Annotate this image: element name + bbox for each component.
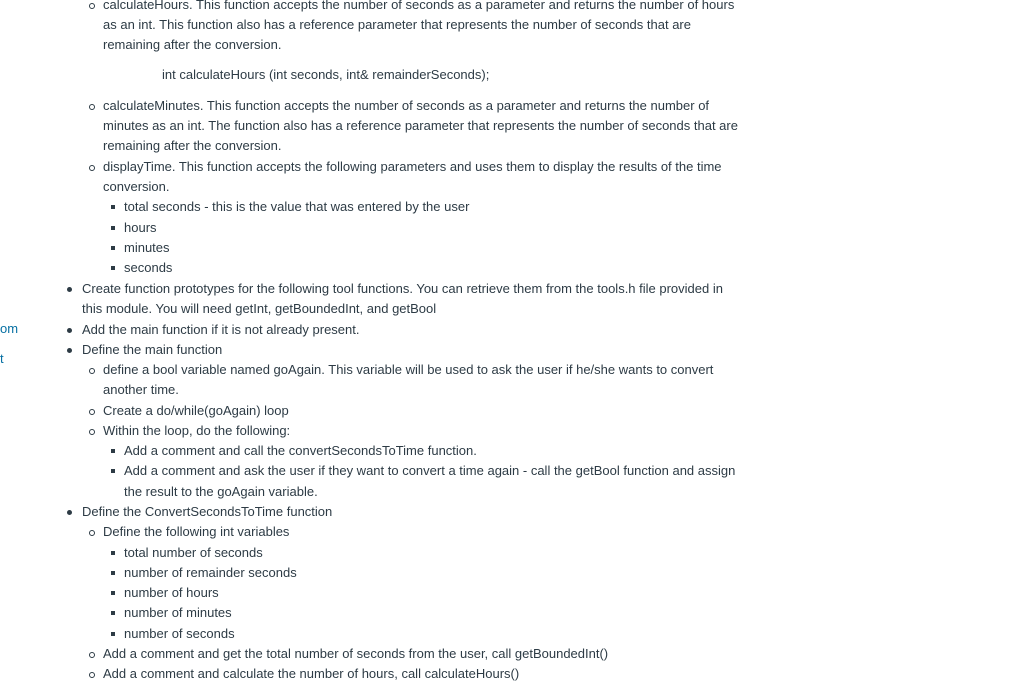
list-item-text: conversion.: [103, 179, 170, 194]
list-item-text: Add the main function if it is not already present.: [82, 322, 360, 337]
list-bullet-icon: [111, 205, 115, 209]
list-item-text: number of seconds: [124, 626, 235, 641]
list-bullet-icon: [89, 3, 95, 9]
list-bullet-icon: [111, 226, 115, 230]
list-bullet-icon: [89, 530, 95, 536]
list-bullet-icon: [89, 652, 95, 658]
list-item-text: Define the ConvertSecondsToTime function: [82, 504, 333, 519]
list-bullet-icon: [67, 348, 72, 353]
list-item-text: as an int. This function also has a reference parameter that represents the number of seconds that are: [103, 17, 691, 32]
list-item-text: minutes as an int. The function also has a reference parameter that represents the number of seconds that are: [103, 118, 738, 133]
list-item-text: total number of seconds: [124, 545, 263, 560]
list-bullet-icon: [111, 246, 115, 250]
list-item-text: number of remainder seconds: [124, 565, 297, 580]
list-bullet-icon: [89, 409, 95, 415]
list-bullet-icon: [67, 510, 72, 515]
list-item-text: Define the main function: [82, 342, 223, 357]
list-bullet-icon: [111, 449, 115, 453]
list-item-text: remaining after the conversion.: [103, 138, 282, 153]
list-item-text: define a bool variable named goAgain. This variable will be used to ask the user if he/she wants to convert: [103, 362, 714, 377]
list-item-text: Add a comment and calculate the number of hours, call calculateHours(): [103, 666, 520, 681]
list-bullet-icon: [111, 611, 115, 615]
list-item-text: Add a comment and ask the user if they want to convert a time again - call the getBool function and assign: [124, 463, 736, 478]
list-item-text: displayTime. This function accepts the following parameters and uses them to display the results of the time: [103, 159, 722, 174]
list-item-text: Define the following int variables: [103, 524, 290, 539]
list-item-text: number of hours: [124, 585, 219, 600]
list-bullet-icon: [89, 429, 95, 435]
list-item-text: calculateHours. This function accepts the number of seconds as a parameter and returns the number of hours: [103, 0, 735, 12]
list-item-text: hours: [124, 220, 157, 235]
list-bullet-icon: [111, 551, 115, 555]
list-bullet-icon: [89, 672, 95, 678]
list-bullet-icon: [111, 469, 115, 473]
list-item-text: total seconds - this is the value that was entered by the user: [124, 199, 470, 214]
list-item-text: Within the loop, do the following:: [103, 423, 291, 438]
list-bullet-icon: [89, 104, 95, 110]
list-bullet-icon: [89, 368, 95, 374]
list-item-text: the result to the goAgain variable.: [124, 484, 318, 499]
list-item-text: Create function prototypes for the following tool functions. You can retrieve them from the tools.h file provided in: [82, 281, 723, 296]
list-bullet-icon: [67, 328, 72, 333]
list-bullet-icon: [67, 287, 72, 292]
list-bullet-icon: [111, 591, 115, 595]
list-item-text: Create a do/while(goAgain) loop: [103, 403, 289, 418]
list-item-text: another time.: [103, 382, 179, 397]
list-item-text: Add a comment and call the convertSecondsToTime function.: [124, 443, 477, 458]
list-item-text: calculateMinutes. This function accepts the number of seconds as a parameter and returns the number of: [103, 98, 710, 113]
list-item-text: minutes: [124, 240, 170, 255]
list-item-text: number of minutes: [124, 605, 232, 620]
list-item-text: seconds: [124, 260, 173, 275]
list-bullet-icon: [111, 571, 115, 575]
list-bullet-icon: [111, 632, 115, 636]
side-fragment-2[interactable]: t: [0, 351, 4, 366]
list-item-text: remaining after the conversion.: [103, 37, 282, 52]
list-item-text: Add a comment and get the total number of seconds from the user, call getBoundedInt(): [103, 646, 609, 661]
code-prototype: int calculateHours (int seconds, int& remainderSeconds);: [162, 67, 490, 82]
list-bullet-icon: [111, 266, 115, 270]
side-fragment-1[interactable]: om: [0, 321, 19, 336]
list-bullet-icon: [89, 165, 95, 171]
list-item-text: this module. You will need getInt, getBoundedInt, and getBool: [82, 301, 437, 316]
